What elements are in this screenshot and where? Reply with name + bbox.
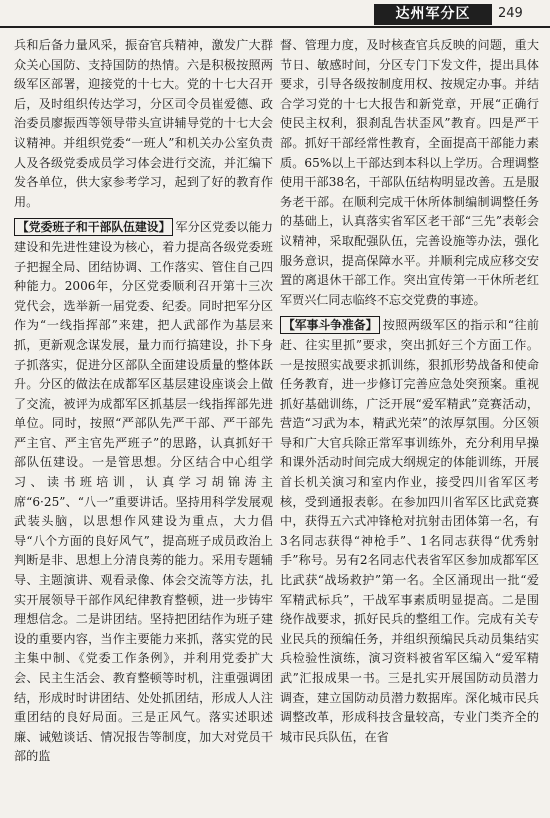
page-number: 249 bbox=[498, 6, 523, 21]
section-heading-military-preparation: 【军事斗争准备】 bbox=[280, 316, 380, 334]
section-title: 达州军分区 bbox=[374, 4, 492, 25]
right-paragraph-2-text: 按照两级军区的指示和“往前赶、往实里抓”要求，突出抓好三个方面工作。一是按照实战要求抓训练，狠抓形势战备和使命任务教育，进一步修订完善应急处突预案。重视抓好基础训练，广泛开展“爱军精武”竞赛活动，营造“习武为本，精武光荣”的浓厚氛围。分区领导和广大官兵除正常军事训练外，充分利用早操和课外活动时间完成大纲规定的体能训练，开展首长机关演习和室内作业，接受四川省军区考核，受到通报表彰。在参加四川省军区比武竞赛中，获得五六式冲锋枪对抗射击团体第一名，有3名同志获得“神枪手”、1名同志获得“优秀射手”称号。另有2名同志代表省军区参加成都军区比武获“战场救护”第一名。全区涌现出一批“爱军精武标兵”，干战军事素质明显提高。二是围绕作战要求，抓好民兵的整组工作。完成有关专业民兵的预编任务，并组织预编民兵动员集结实兵检验性演练，演习资料被省军区编入“爱军精武”汇报成果一书。三是扎实开展国防动员潜力调查，建立国防动员潜力数据库。深化城市民兵调整改革，形成科技含量较高，专业门类齐全的城市民兵队伍，在省 bbox=[280, 318, 539, 744]
right-paragraph-1: 督、管理力度，及时核查官兵反映的问题，重大节日、敏感时间，分区专门下发文件，提出具体要求，引导各级按制度用权、按规定办事。并结合学习党的十七大报告和新党章，开展“正确行使民主权利，狠刹乱告状歪风”教育。四是严干部。抓好干部经常性教育，全面提高干部能力素质。65%以上干部达到本科以上学历。合理调整使用干部38名，干部队伍结构明显改善。五是服务老干部。在顺利完成干休所体制编制调整任务的基础上，认真落实省军区老干部“三先”表彰会议精神，采取配强队伍，完善设施等办法，强化服务意识，提高保障水平。并顺利完成应移交安置的离退休干部工作。突出宣传第一干休所老红军贾兴仁同志临终不忘交党费的事迹。 bbox=[280, 38, 539, 307]
left-paragraph-2 bbox=[14, 218, 273, 767]
header-rule bbox=[0, 26, 550, 28]
left-paragraph-1: 兵和后备力量风采，振奋官兵精神，激发广大群众关心国防、支持国防的热情。六是积极按照两级军区部署，迎接党的十七大。党的十七大召开后，及时组织传达学习，分区司令员崔爱德、政治委员廖振西等领导带头宣讲辅导党的十七大会议精神。并组织党委“一班人”和机关办公室负责人及各级党委成员学习体会进行交流，并汇编下发各单位，供大家参考学习，起到了好的教育作用。 bbox=[14, 38, 273, 209]
left-column bbox=[14, 36, 273, 818]
section-heading-party-committee: 【党委班子和干部队伍建设】 bbox=[14, 218, 173, 236]
page-header bbox=[0, 0, 550, 28]
right-paragraph-2 bbox=[280, 316, 539, 747]
left-paragraph-2-text: 军分区党委以能力建设和先进性建设为核心，着力提高各级党委班子把握全局、团结协调、工作落实、管住自己四种能力。2006年，分区党委顺利召开第十三次党代会，选举新一届党委、纪委。同时把军分区作为“一线指挥部”来建，把人武部作为基层来抓，更新观念谋发展，量力而行搞建设，扑下身子抓落实，促进分区部队全面建设质量的整体跃升。分区的做法在成都军区基层建设座谈会上做了交流，被评为成都军区抓基层一线指挥部先进单位。同时，按照“严部队先严干部、严干部先严主官、严主官先严班子”的思路，认真抓好干部队伍建设。一是管思想。分区结合中心组学习、读书班培训，认真学习胡锦涛主席“6·25”、“八一”重要讲话。坚持用科学发展观武装头脑，以思想作风建设为重点，大力倡导“八个方面的良好风气”，提高班子成员政治上判断是非、思想上分清良莠的能力。采用专题辅导、主题演讲、观看录像、体会交流等方法，扎实开展领导干部作风纪律教育整顿，进一步铸牢理想信念。二是讲团结。坚持把团结作为班子建设的重要内容，当作主要能力来抓，落实党的民主集中制、《党委工作条例》，并利用党委扩大会、民主生活会、教育整顿等时机，注重强调团结，形成时时讲团结、处处抓团结，形成人人注重团结的良好局面。三是正风气。落实述职述廉、诫勉谈话、情况报告等制度，加大对党员干部的监 bbox=[14, 220, 273, 764]
right-column bbox=[280, 36, 539, 818]
